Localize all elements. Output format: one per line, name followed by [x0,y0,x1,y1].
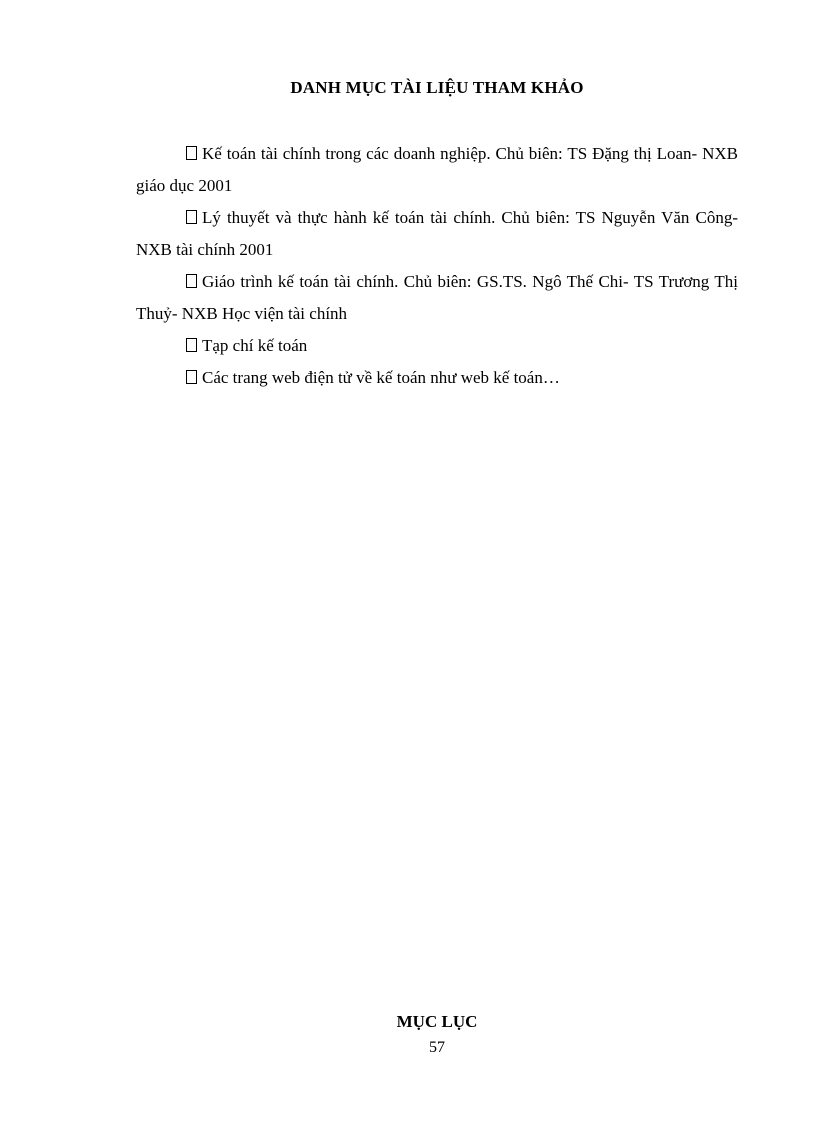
page-title: DANH MỤC TÀI LIỆU THAM KHẢO [290,78,584,97]
reference-item [136,138,738,202]
box-icon [186,146,197,160]
box-icon [186,370,197,384]
box-icon [186,210,197,224]
reference-item [136,362,738,394]
reference-text: Lý thuyết và thực hành kế toán tài chính. Chủ biên: TS Nguyễn Văn Công- NXB tài chính 2001 [136,208,738,259]
reference-item [136,266,738,330]
reference-text: Kế toán tài chính trong các doanh nghiệp. Chủ biên: TS Đặng thị Loan- NXB giáo dục 2001 [136,144,738,195]
reference-item [136,202,738,266]
box-icon [186,274,197,288]
page-number: 57 [429,1039,445,1056]
box-icon [186,338,197,352]
reference-item [136,330,738,362]
reference-text: Các trang web điện tử về kế toán như web kế toán… [202,368,560,387]
reference-text: Tạp chí kế toán [202,336,308,355]
footer-title: MỤC LỤC [396,1012,478,1031]
reference-text: Giáo trình kế toán tài chính. Chủ biên: GS.TS. Ngô Thế Chi- TS Trương Thị Thuỷ- NXB Học viện tài chính [136,272,738,323]
reference-list [136,138,738,394]
